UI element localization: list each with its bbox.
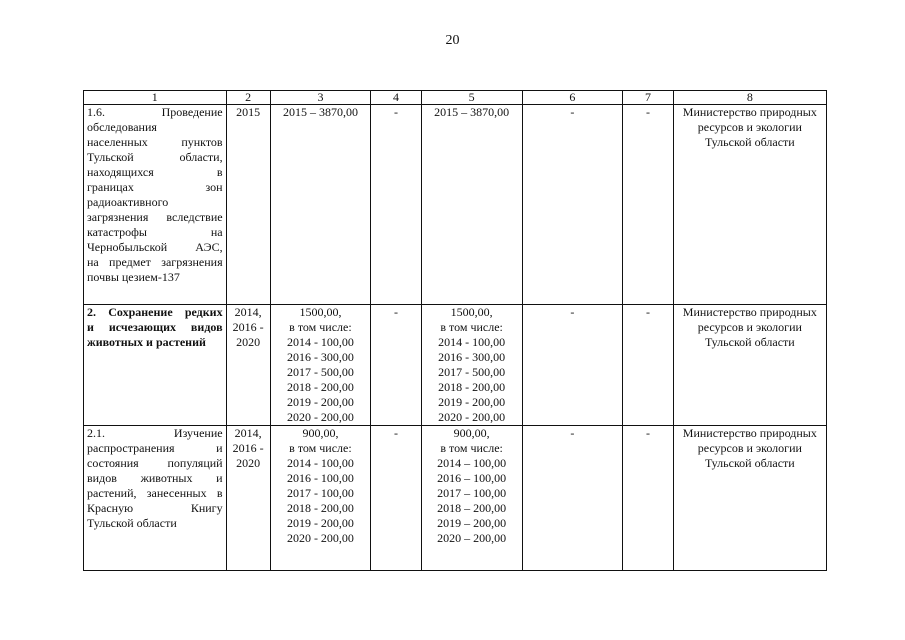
col5-funding-cell [421,426,522,571]
col6-cell: - [522,105,623,305]
cell-line: ресурсов и экологии [697,120,802,134]
total-funding-cell [270,426,371,571]
cell-line: 2016 - 100,00 [286,471,354,485]
cell-line: 2014 - 100,00 [286,456,354,470]
cell-line: 1500,00, [299,305,342,319]
cell-line: 2020 [236,335,261,349]
measure-name-line: загрязнения вследствие [87,210,223,224]
measure-name-line: животных и растений [87,335,206,349]
cell-line: в том числе: [289,320,352,334]
cell-line: Министерство природных [682,305,817,319]
cell-line: 2020 - 200,00 [438,410,506,424]
cell-line: 2016 - 300,00 [438,350,506,364]
measure-name-line: распространения и [87,441,223,455]
cell-line: 2019 - 200,00 [286,395,354,409]
total-funding-cell [270,105,371,305]
cell-line: 2017 - 500,00 [286,365,354,379]
cell-line: 2016 – 100,00 [437,471,507,485]
measure-name-line: состояния популяций [87,456,223,470]
cell-line: Министерство природных [682,426,817,440]
measure-name-line: и исчезающих видов [87,320,223,334]
header-cell-7: 7 [623,91,673,105]
cell-line: 2016 - [232,441,264,455]
header-cell-8: 8 [673,91,826,105]
header-cell-2: 2 [226,91,270,105]
cell-line: ресурсов и экологии [697,441,802,455]
measure-name-line: катастрофы на [87,225,223,239]
cell-line: в том числе: [289,441,352,455]
measure-name-line: находящихся в [87,165,223,179]
table-row [84,305,827,426]
cell-line: 2015 – 3870,00 [434,105,510,119]
cell-line: ресурсов и экологии [697,320,802,334]
total-funding-cell [270,305,371,426]
header-cell-4: 4 [371,91,421,105]
cell-line: 2020 - 200,00 [286,531,354,545]
cell-line: в том числе: [440,441,503,455]
cell-line: 900,00, [302,426,339,440]
table-header-row [84,91,827,105]
cell-line: Министерство природных [682,105,817,119]
cell-line: 2019 – 200,00 [437,516,507,530]
cell-line: 2020 [236,456,261,470]
cell-line: 2015 [236,105,261,119]
cell-line: 2020 - 200,00 [286,410,354,424]
measure-name-line: 1.6. Проведение [87,105,223,119]
col5-funding-cell [421,105,522,305]
col5-funding-cell [421,305,522,426]
page-number: 20 [445,33,460,48]
cell-line: 2017 – 100,00 [437,486,507,500]
col7-cell: - [623,105,673,305]
measure-name-cell [84,305,227,426]
header-cell-3: 3 [270,91,371,105]
cell-line: в том числе: [440,320,503,334]
executor-cell [673,105,826,305]
measure-name-line: видов животных и [87,471,223,485]
measure-name-line: растений, занесенных в [87,486,223,500]
measure-name-cell [84,426,227,571]
cell-line: 2014 - 100,00 [286,335,354,349]
measure-name-line: 2.1. Изучение [87,426,223,440]
col4-cell: - [371,105,421,305]
cell-line: 2014 – 100,00 [437,456,507,470]
measure-name-line: на предмет загрязнения [87,255,223,269]
measure-name-line: обследования [87,120,157,134]
col4-cell: - [371,305,421,426]
cell-line: 2016 - [232,320,264,334]
table-row [84,426,827,571]
cell-line: 1500,00, [450,305,493,319]
cell-line: 2018 - 200,00 [286,380,354,394]
cell-line: 2014, [234,305,262,319]
executor-cell [673,426,826,571]
col6-cell: - [522,426,623,571]
measure-name-line: Чернобыльской АЭС, [87,240,223,254]
cell-line: Тульской области [704,135,795,149]
cell-line: 2019 - 200,00 [438,395,506,409]
measure-name-line: 2. Сохранение редких [87,305,223,319]
table-row [84,105,827,305]
col7-cell: - [623,426,673,571]
cell-line: 2014 - 100,00 [438,335,506,349]
header-cell-6: 6 [522,91,623,105]
cell-line: 2016 - 300,00 [286,350,354,364]
measure-name-line: радиоактивного [87,195,169,209]
cell-line: Тульской области [704,456,795,470]
col6-cell: - [522,305,623,426]
measure-name-line: границах зон [87,180,223,194]
cell-line: 2018 - 200,00 [438,380,506,394]
measure-name-line: почвы цезием-137 [87,270,180,284]
years-cell [226,426,270,571]
cell-line: Тульской области [704,335,795,349]
header-cell-1: 1 [84,91,227,105]
cell-line: 2019 - 200,00 [286,516,354,530]
years-cell [226,105,270,305]
header-cell-5: 5 [421,91,522,105]
cell-line: 900,00, [453,426,490,440]
executor-cell [673,305,826,426]
cell-line: 2014, [234,426,262,440]
cell-line: 2018 - 200,00 [286,501,354,515]
years-cell [226,305,270,426]
cell-line: 2020 – 200,00 [437,531,507,545]
col7-cell: - [623,305,673,426]
program-table [83,90,827,571]
measure-name-line: Тульской области [87,516,177,530]
cell-line: 2018 – 200,00 [437,501,507,515]
measure-name-line: населенных пунктов [87,135,223,149]
col4-cell: - [371,426,421,571]
cell-line: 2017 - 500,00 [438,365,506,379]
measure-name-line: Красную Книгу [87,501,223,515]
measure-name-cell [84,105,227,305]
measure-name-line: Тульской области, [87,150,223,164]
cell-line: 2015 – 3870,00 [282,105,358,119]
cell-line: 2017 - 100,00 [286,486,354,500]
